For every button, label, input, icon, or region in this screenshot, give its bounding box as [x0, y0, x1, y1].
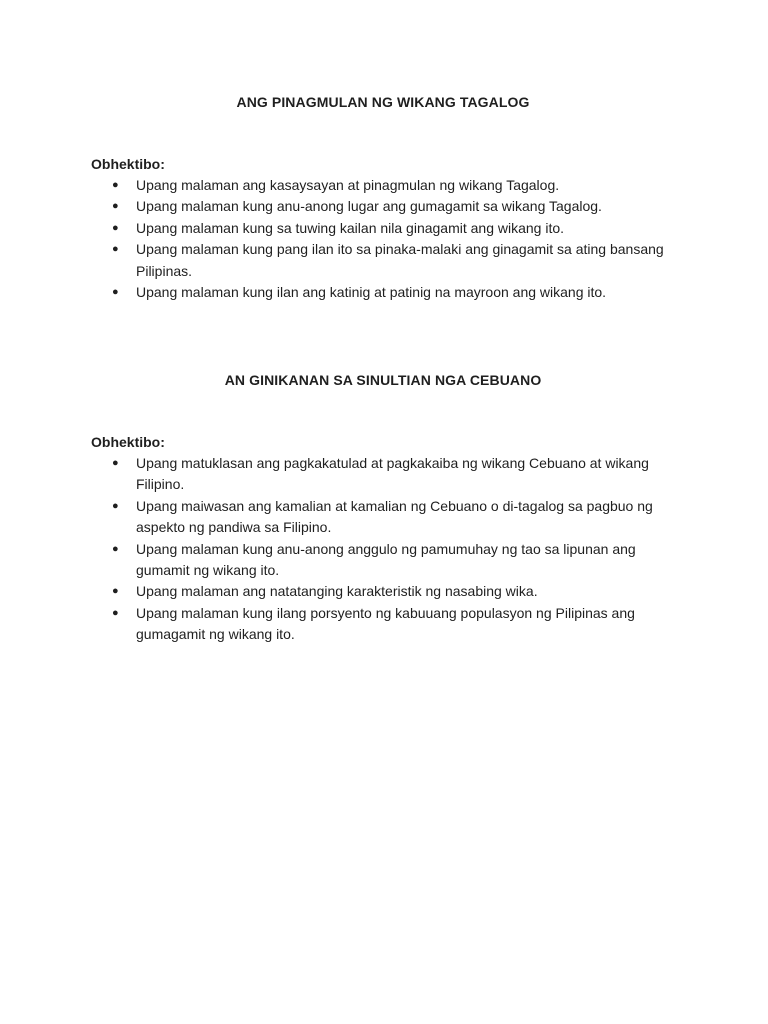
list-item	[91, 603, 681, 646]
list-item	[91, 196, 681, 217]
list-item	[91, 539, 681, 582]
bullet-icon: ●	[112, 606, 119, 619]
list-item	[91, 453, 681, 496]
list-item	[91, 218, 681, 239]
section-title: ANG PINAGMULAN NG WIKANG TAGALOG	[236, 94, 530, 110]
list-item	[91, 175, 681, 196]
list-item-text: Upang malaman kung anu-anong anggulo ng pamumuhay ng tao sa lipunan ang gumamit ng wikang ito.	[136, 540, 636, 579]
bullet-icon: ●	[112, 286, 119, 299]
bullet-icon: ●	[112, 243, 119, 256]
list-item	[91, 581, 681, 602]
section-title: AN GINIKANAN SA SINULTIAN NGA CEBUANO	[224, 372, 542, 388]
list-item-text: Upang maiwasan ang kamalian at kamalian ng Cebuano o di-tagalog sa pagbuo ng aspekto ng pandiwa sa Filipino.	[136, 497, 653, 536]
bullet-icon: ●	[112, 200, 119, 213]
bullet-icon: ●	[112, 179, 119, 191]
list-item-text: Upang malaman kung ilan ang katinig at patinig na mayroon ang wikang ito.	[136, 284, 607, 301]
list-item-text: Upang malaman ang kasaysayan at pinagmulan ng wikang Tagalog.	[136, 177, 560, 193]
list-item	[91, 239, 681, 282]
section-tagalog	[91, 93, 681, 303]
list-item	[91, 496, 681, 539]
bullet-icon: ●	[112, 585, 119, 598]
list-item-text: Upang malaman kung anu-anong lugar ang gumagamit sa wikang Tagalog.	[136, 198, 602, 215]
bullet-icon: ●	[112, 221, 119, 234]
section-cebuano	[91, 371, 681, 646]
list-item-text: Upang matuklasan ang pagkakatulad at pagkakaiba ng wikang Cebuano at wikang Filipino.	[136, 455, 649, 493]
objectives-heading: Obhektibo:	[91, 156, 165, 172]
bullet-icon: ●	[112, 499, 119, 512]
objectives-heading: Obhektibo:	[91, 434, 165, 450]
bullet-icon: ●	[112, 542, 119, 555]
list-item-text: Upang malaman kung sa tuwing kailan nila ginagamit ang wikang ito.	[136, 219, 565, 236]
list-item-text: Upang malaman kung ilang porsyento ng kabuuang populasyon ng Pilipinas ang gumagamit ng wikang ito.	[136, 604, 635, 643]
list-item-text: Upang malaman ang natatanging karakteristik ng nasabing wika.	[136, 583, 538, 600]
list-item	[91, 282, 681, 303]
bullet-icon: ●	[112, 457, 119, 469]
objectives-list	[91, 453, 681, 646]
list-item-text: Upang malaman kung pang ilan ito sa pinaka-malaki ang ginagamit sa ating bansang Pilipinas.	[136, 241, 664, 279]
objectives-list	[91, 175, 681, 303]
